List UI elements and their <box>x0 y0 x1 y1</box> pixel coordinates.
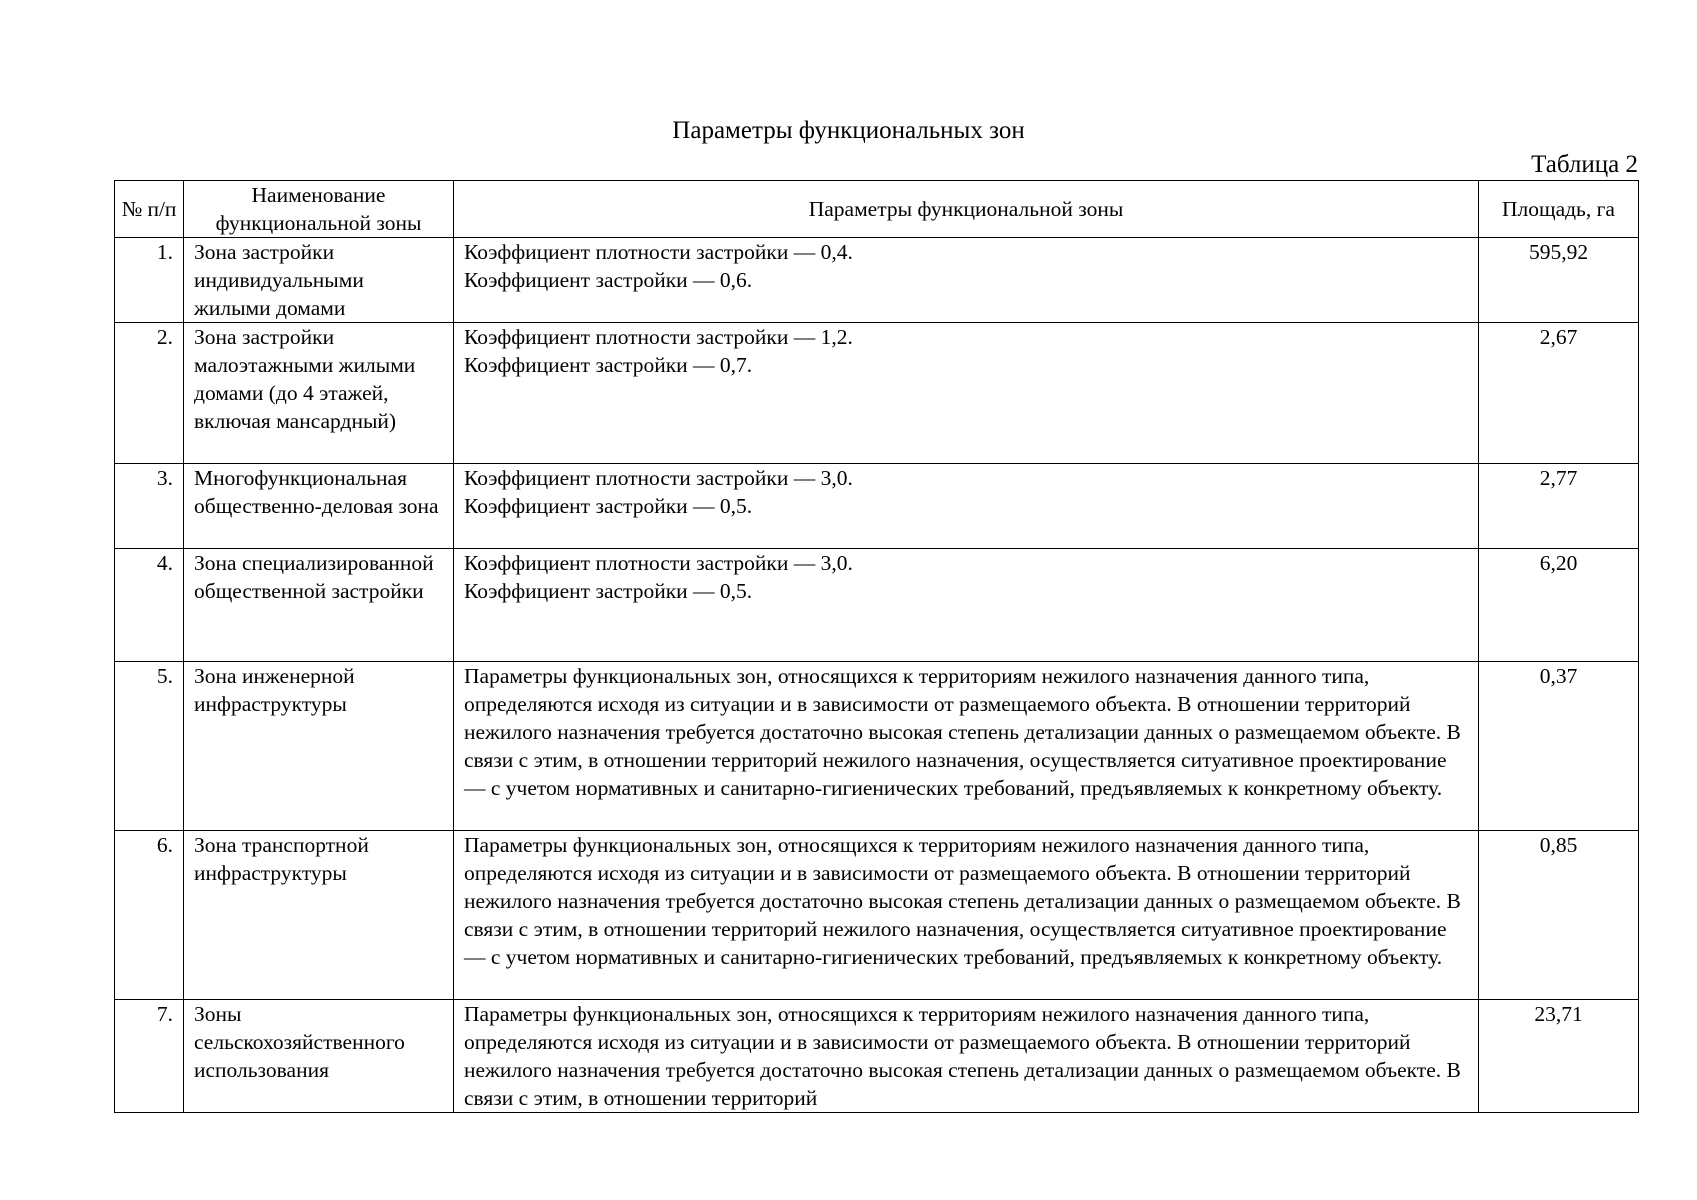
row-num: 5. <box>115 662 184 831</box>
zone-area: 2,67 <box>1479 323 1639 464</box>
zone-params <box>454 464 1479 549</box>
zone-params <box>454 323 1479 464</box>
header-params: Параметры функциональной зоны <box>454 181 1479 238</box>
table-row <box>115 662 1639 831</box>
param-line: Коэффициент застройки — 0,7. <box>464 353 753 377</box>
zone-area: 2,77 <box>1479 464 1639 549</box>
table-label: Таблица 2 <box>1531 151 1638 178</box>
header-name: Наименование функциональной зоны <box>184 181 454 238</box>
zone-name: Зона транспортной инфраструктуры <box>184 831 454 1000</box>
zone-params: Параметры функциональных зон, относящихся к территориям нежилого назначения данного типа, определяются исходя из ситуации и в зависимости от размещаемого объекта. В отношении территорий нежилого назначения требуется достаточно высокая степень детализации данных о размещаемом объекте. В связи с этим, в отношении территорий нежилого назначения, осуществляется ситуативное проектирование — с учетом нормативных и санитарно-гигиенических требований, предъявляемых к конкретному объекту. <box>454 831 1479 1000</box>
zone-name: Многофункциональная общественно-деловая зона <box>184 464 454 549</box>
zone-params <box>454 238 1479 323</box>
table-row <box>115 1000 1639 1113</box>
zone-params <box>454 1000 1479 1113</box>
param-line: Коэффициент плотности застройки — 3,0. <box>464 466 853 490</box>
zone-params-text: Параметры функциональных зон, относящихся к территориям нежилого назначения данного типа, определяются исходя из ситуации и в зависимости от размещаемого объекта. В отношении территорий нежилого назначения требуется достаточно высокая степень детализации данных о размещаемом объекте. В связи с этим, в отношении территорий <box>464 1002 1461 1110</box>
zone-area: 23,71 <box>1479 1000 1639 1113</box>
zone-name: Зоны сельскохозяйственного использования <box>184 1000 454 1113</box>
functional-zones-table <box>114 180 1639 1113</box>
table-row <box>115 831 1639 1000</box>
zone-name: Зона застройки малоэтажными жилыми домами (до 4 этажей, включая мансардный) <box>184 323 454 464</box>
header-area: Площадь, га <box>1479 181 1639 238</box>
row-num: 7. <box>115 1000 184 1113</box>
zone-area: 0,37 <box>1479 662 1639 831</box>
zone-name: Зона инженерной инфраструктуры <box>184 662 454 831</box>
zone-params: Параметры функциональных зон, относящихся к территориям нежилого назначения данного типа, определяются исходя из ситуации и в зависимости от размещаемого объекта. В отношении территорий нежилого назначения требуется достаточно высокая степень детализации данных о размещаемом объекте. В связи с этим, в отношении территорий нежилого назначения, осуществляется ситуативное проектирование — с учетом нормативных и санитарно-гигиенических требований, предъявляемых к конкретному объекту. <box>454 662 1479 831</box>
header-num: № п/п <box>115 181 184 238</box>
page-title: Параметры функциональных зон <box>672 117 1025 144</box>
row-num: 4. <box>115 549 184 662</box>
row-num: 6. <box>115 831 184 1000</box>
param-line: Коэффициент плотности застройки — 1,2. <box>464 325 853 349</box>
zone-area: 0,85 <box>1479 831 1639 1000</box>
param-line: Коэффициент застройки — 0,5. <box>464 494 753 518</box>
table-header-row <box>115 181 1639 238</box>
zone-area: 595,92 <box>1479 238 1639 323</box>
row-num: 1. <box>115 238 184 323</box>
param-line: Коэффициент застройки — 0,5. <box>464 579 753 603</box>
table-row <box>115 549 1639 662</box>
zone-params <box>454 549 1479 662</box>
param-line: Коэффициент плотности застройки — 0,4. <box>464 240 853 264</box>
row-num: 3. <box>115 464 184 549</box>
row-num: 2. <box>115 323 184 464</box>
table-row <box>115 464 1639 549</box>
zone-name: Зона специализированной общественной застройки <box>184 549 454 662</box>
param-line: Коэффициент плотности застройки — 3,0. <box>464 551 853 575</box>
zone-area: 6,20 <box>1479 549 1639 662</box>
table-row <box>115 323 1639 464</box>
zone-name: Зона застройки индивидуальными жилыми домами <box>184 238 454 323</box>
param-line: Коэффициент застройки — 0,6. <box>464 268 753 292</box>
table-row <box>115 238 1639 323</box>
